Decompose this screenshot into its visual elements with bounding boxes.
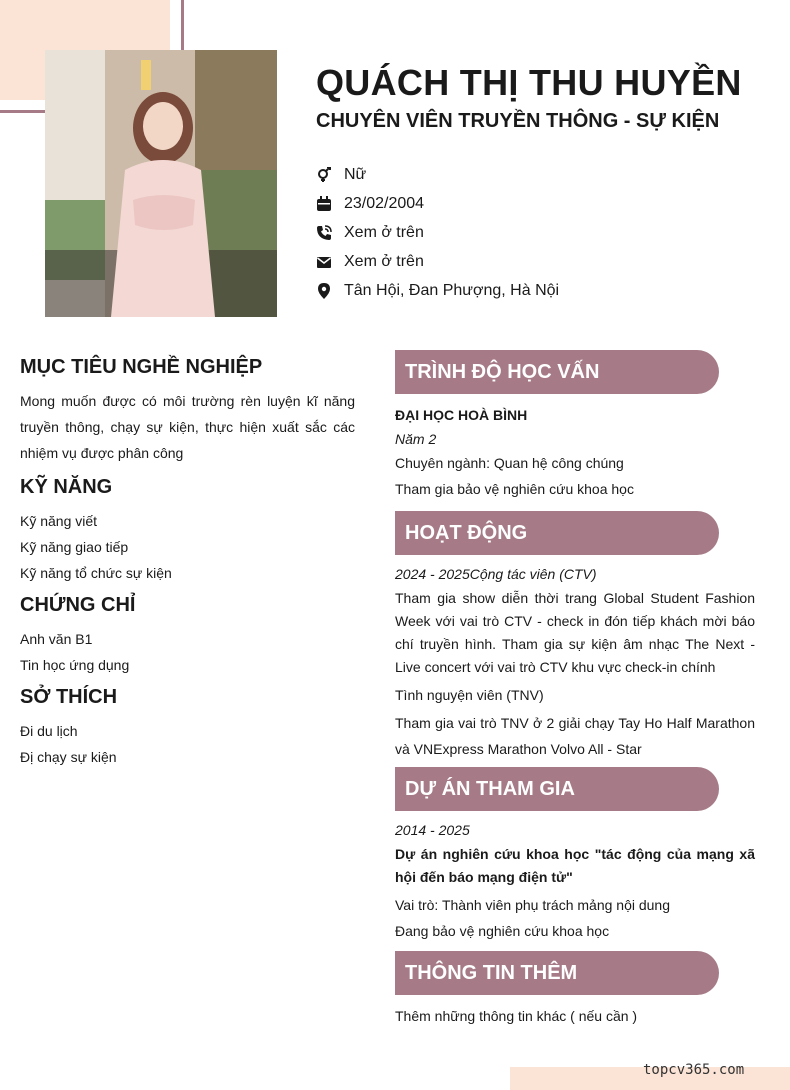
certificate-item: Tin học ứng dụng <box>20 657 130 673</box>
more-info-content <box>395 1003 755 1029</box>
calendar-icon <box>316 196 332 212</box>
contact-gender <box>316 160 559 189</box>
profile-photo <box>45 50 277 317</box>
activities-heading: HOẠT ĐỘNG <box>395 511 719 555</box>
hobby-item: Đị chạy sự kiện <box>20 749 117 765</box>
left-column <box>20 354 355 776</box>
contact-address <box>316 276 559 305</box>
job-title: CHUYÊN VIÊN TRUYỀN THÔNG - SỰ KIỆN <box>316 110 720 132</box>
more-info-section <box>395 951 755 1029</box>
contact-gender-text: Nữ <box>344 165 367 183</box>
skills-heading: KỸ NĂNG <box>20 476 113 498</box>
hobby-item: Đi du lịch <box>20 723 78 739</box>
more-info-text: Thêm những thông tin khác ( nếu cần ) <box>395 1008 638 1024</box>
skill-item: Kỹ năng giao tiếp <box>20 539 129 555</box>
project-title: Dự án nghiên cứu khoa học "tác động của mạng xã hội đến báo mạng điện tử" <box>395 846 755 885</box>
skill-item: Kỹ năng viết <box>20 513 98 529</box>
contact-email-text: Xem ở trên <box>344 252 424 270</box>
candidate-name: QUÁCH THỊ THU HUYỀN <box>316 62 742 103</box>
contact-phone <box>316 218 559 247</box>
hobbies-section <box>20 684 355 770</box>
activities-section <box>395 511 755 765</box>
envelope-icon <box>316 254 332 270</box>
education-heading: TRÌNH ĐỘ HỌC VẤN <box>395 350 719 394</box>
skills-section <box>20 474 355 586</box>
activity-role-2: Tình nguyện viên (TNV) <box>395 687 544 703</box>
certificates-heading: CHỨNG CHỈ <box>20 594 136 616</box>
school-major: Chuyên ngành: Quan hệ công chúng <box>395 455 624 471</box>
school-name: ĐẠI HỌC HOÀ BÌNH <box>395 407 528 423</box>
school-note: Tham gia bảo vệ nghiên cứu khoa học <box>395 481 634 497</box>
activity-description-2: Tham gia vai trò TNV ở 2 giải chạy Tay Ho Half Marathon và VNExpress Marathon Volvo All - Star <box>395 715 755 757</box>
gender-icon <box>316 167 332 183</box>
phone-icon <box>316 225 332 241</box>
objective-text: Mong muốn được có môi trường rèn luyện kĩ năng truyền thông, chạy sự kiện, thực hiện xuất sắc các nhiệm vụ được phân công <box>20 393 355 461</box>
activities-content <box>395 563 755 762</box>
projects-heading: DỰ ÁN THAM GIA <box>395 767 719 811</box>
contact-phone-text: Xem ở trên <box>344 223 424 241</box>
project-period: 2014 - 2025 <box>395 822 470 838</box>
objective-section <box>20 354 355 466</box>
skill-item: Kỹ năng tổ chức sự kiện <box>20 565 172 581</box>
contact-email <box>316 247 559 276</box>
education-content <box>395 402 755 502</box>
project-status: Đang bảo vệ nghiên cứu khoa học <box>395 923 610 939</box>
contact-list <box>316 160 559 305</box>
contact-birthday-text: 23/02/2004 <box>344 194 425 212</box>
activity-description-1: Tham gia show diễn thời trang Global Student Fashion Week với vai trò CTV - check in đón tiếp khách mời báo chí truyền hình. Tham gia sự kiện âm nhạc The Next - Live concert với vai trò CTV khu vực check-in chính <box>395 590 755 675</box>
location-pin-icon <box>316 283 332 299</box>
contact-birthday <box>316 189 559 218</box>
objective-heading: MỤC TIÊU NGHỀ NGHIỆP <box>20 356 263 378</box>
hobbies-heading: SỞ THÍCH <box>20 686 118 708</box>
certificate-item: Anh văn B1 <box>20 631 93 647</box>
projects-section <box>395 767 755 944</box>
projects-content <box>395 819 755 944</box>
activity-period: 2024 - 2025Cộng tác viên (CTV) <box>395 566 597 582</box>
certificates-section <box>20 592 355 678</box>
footer-watermark: topcv365.com <box>643 1062 745 1078</box>
school-year: Năm 2 <box>395 431 437 447</box>
more-info-heading: THÔNG TIN THÊM <box>395 951 719 995</box>
education-section <box>395 350 755 502</box>
contact-address-text: Tân Hội, Đan Phượng, Hà Nội <box>344 281 560 299</box>
project-role: Vai trò: Thành viên phụ trách mảng nội dung <box>395 897 670 913</box>
